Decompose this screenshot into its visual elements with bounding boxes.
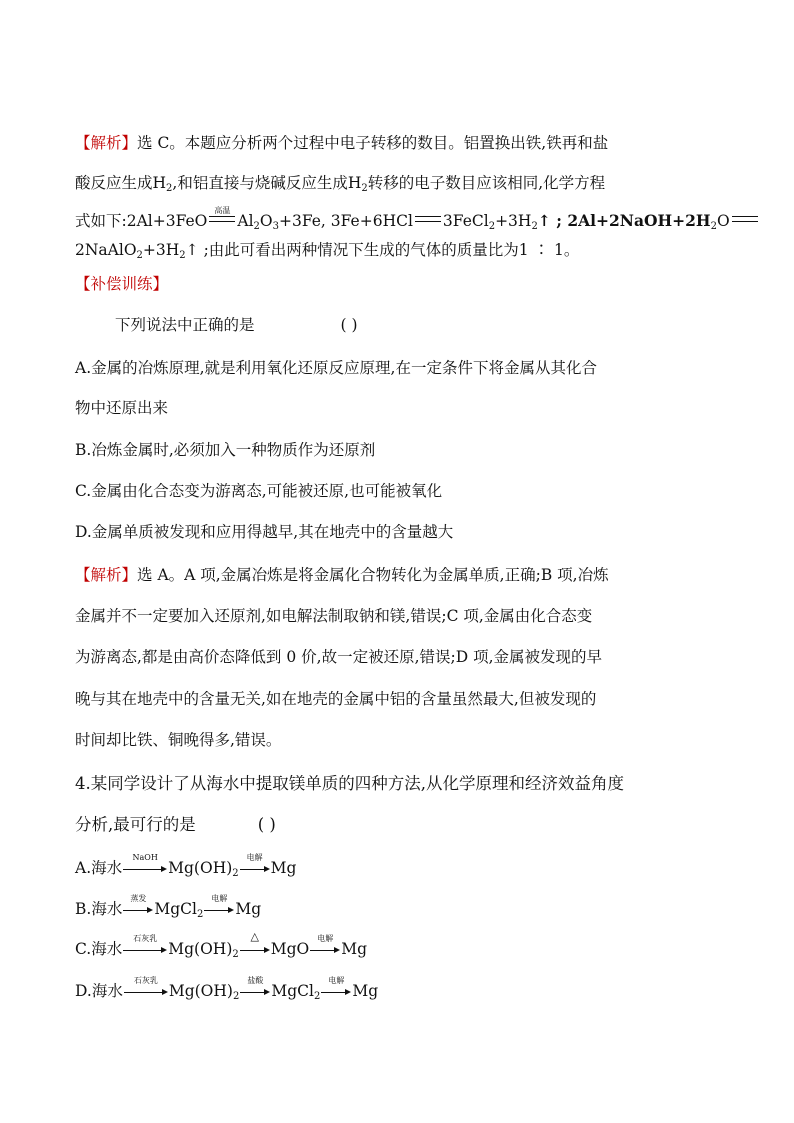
option-a-line2: 物中还原出来	[75, 399, 169, 417]
reaction-arrow: NaOH	[123, 861, 167, 875]
analysis1-line1: 【解析】选 C。本题应分析两个过程中电子转移的数目。铝置换出铁,铁再和盐	[75, 134, 609, 152]
reaction-arrow: 电解	[204, 902, 234, 916]
reaction-arrow: 盐酸	[240, 984, 270, 998]
option-b: B.冶炼金属时,必须加入一种物质作为还原剂	[75, 441, 376, 459]
analysis1-line4: $2NaAlO_2+3H_2↑$ ;由此可看出两种情况下生成的气体的质量比为1 ∶ 1。	[75, 241, 580, 261]
analysis2-line4: 晚与其在地壳中的含量无关,如在地壳的金属中铝的含量虽然最大,但被发现的	[75, 690, 597, 708]
analysis2-line1: 【解析】选 A。A 项,金属冶炼是将金属化合物转化为金属单质,正确;B 项,冶炼	[75, 566, 609, 584]
reaction-arrow: 电解	[321, 984, 351, 998]
q4-option-a: A.海水 NaOH $Mg(OH)_2$ 电解 Mg	[75, 853, 297, 879]
q4-option-c: C.海水 石灰乳 $Mg(OH)_2$ △ MgO 电解 Mg	[75, 930, 368, 960]
q4-option-b: B.海水 蒸发 MgCl$_2$ 电解 Mg	[75, 894, 262, 920]
option-a-line1: A.金属的冶炼原理,就是利用氧化还原反应原理,在一定条件下将金属从其化合	[75, 359, 597, 377]
reaction-arrow: △	[240, 942, 270, 956]
supplement-question: 下列说法中正确的是 ( )	[115, 316, 358, 334]
reaction-arrow: 电解	[310, 942, 340, 956]
reaction-arrow: 蒸发	[123, 902, 153, 916]
q4-line1: 4.某同学设计了从海水中提取镁单质的四种方法,从化学原理和经济效益角度	[75, 774, 624, 793]
reaction-arrow: 电解	[240, 861, 270, 875]
analysis2-line2: 金属并不一定要加入还原剂,如电解法制取钠和镁,错误;C 项,金属由化合态变	[75, 607, 593, 625]
analysis1-equation-line: 式如下:2Al+3FeO 高温 $Al_2O_3+3Fe$, 3Fe+6HCl $3FeCl_2+3H_2↑$ ; $2Al+2NaOH+2H_2O$	[75, 211, 725, 231]
reaction-arrow: 石灰乳	[123, 942, 167, 956]
analysis1-line2: 酸反应生成$H_2$,和铝直接与烧碱反应生成$H_2$转移的电子数目应该相同,化学方程	[75, 174, 606, 194]
equals-sign	[415, 216, 441, 222]
q4-option-d: D.海水 石灰乳 $Mg(OH)_2$ 盐酸 MgCl$_2$ 电解 Mg	[75, 976, 379, 1002]
supplement-heading: 【补偿训练】	[75, 275, 169, 293]
analysis-tag: 【解析】	[75, 134, 138, 152]
equals-sign-high-temp: 高温	[209, 216, 235, 222]
analysis2-line3: 为游离态,都是由高价态降低到 0 价,故一定被还原,错误;D 项,金属被发现的早	[75, 648, 603, 666]
reaction-arrow: 石灰乳	[124, 984, 168, 998]
option-d: D.金属单质被发现和应用得越早,其在地壳中的含量越大	[75, 523, 454, 541]
analysis2-line5: 时间却比铁、铜晚得多,错误。	[75, 731, 282, 749]
q4-line2: 分析,最可行的是 ( )	[75, 815, 276, 834]
option-c: C.金属由化合态变为游离态,可能被还原,也可能被氧化	[75, 482, 443, 500]
equals-sign	[732, 216, 758, 222]
